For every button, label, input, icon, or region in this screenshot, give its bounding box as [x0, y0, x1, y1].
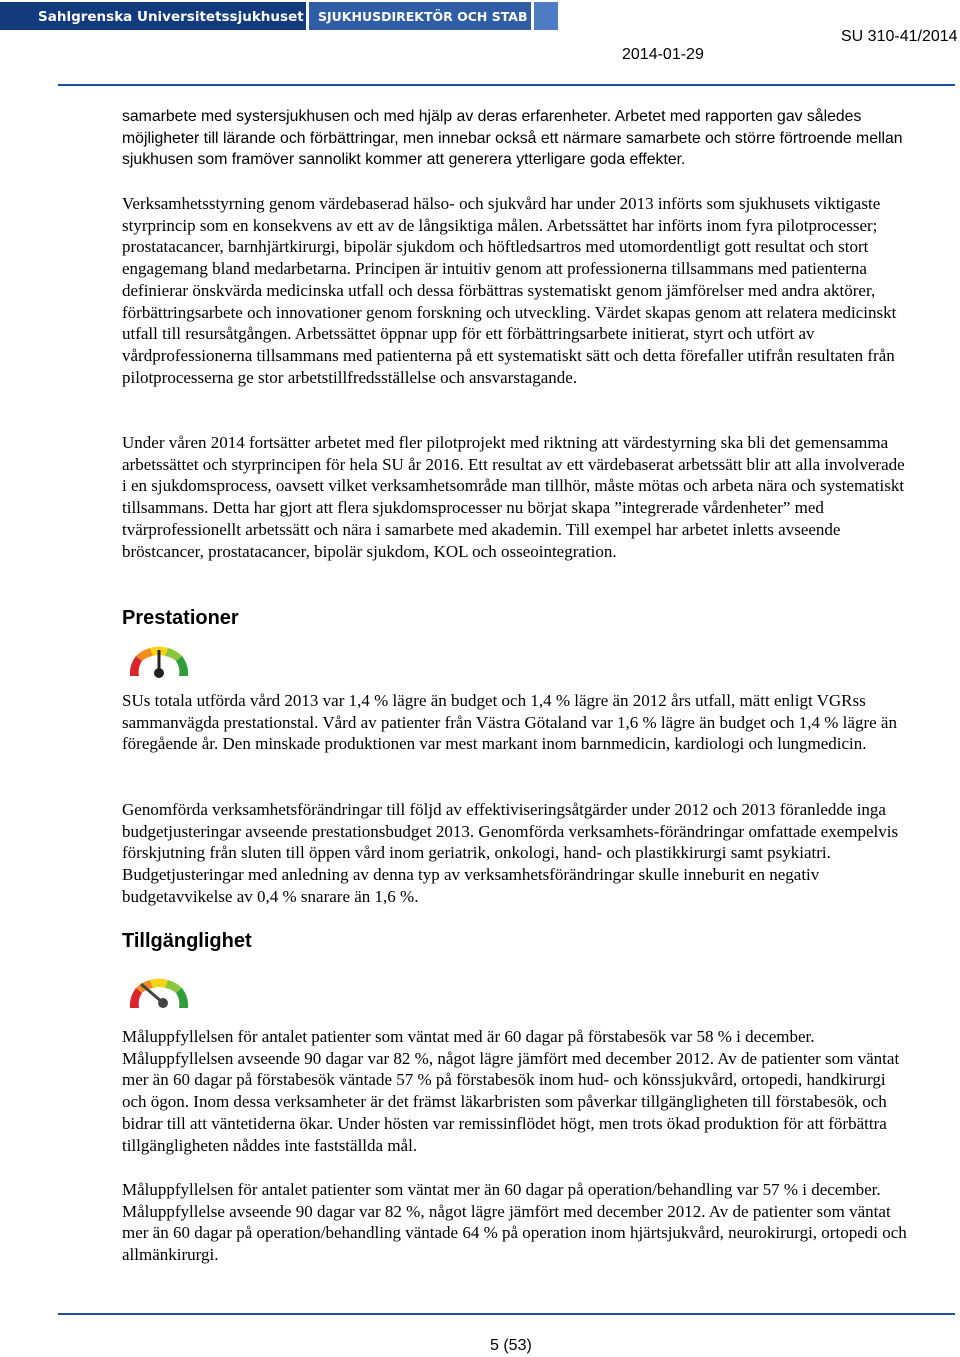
- dept-name: SJUKHUSDIREKTÖR OCH STAB: [318, 9, 528, 24]
- paragraph-tillganglighet-2: Måluppfyllelsen för antalet patienter som väntat mer än 60 dagar på operation/behandling var 57 % i december. Måluppfyllelse avseende 90 dagar var 82 %, något lägre jämfört med december 2012. Av de patienter som väntat mer än 60 dagar på operation/behandling väntade 64 % på operation inom hjärtsjukvård, neurokirurgi, ortopedi och allmänkirurgi.: [122, 1180, 907, 1265]
- org-name: Sahlgrenska Universitetssjukhuset: [38, 9, 304, 25]
- paragraph-intro: samarbete med systersjukhusen och med hjälp av deras erfarenheter. Arbetet med rapporten gav således möjligheter till lärande och förbättringar, men innebar också ett närmare samarbete och större förtroende mellan sjukhusen som framöver sannolikt kommer att generera ytterligare goda effekter.: [122, 108, 903, 169]
- document-date: 2014-01-29: [622, 46, 704, 63]
- page-number: 5 (53): [490, 1337, 532, 1354]
- document-number: SU 310-41/2014: [841, 28, 958, 45]
- gauge-needle-center-icon: [124, 630, 194, 680]
- banner-accent: [534, 2, 558, 30]
- header-divider: [58, 84, 955, 86]
- paragraph-prestationer-1: SUs totala utförda vård 2013 var 1,4 % lägre än budget och 1,4 % lägre än 2012 års utfall, mätt enligt VGRss sammanvägda prestationstal. Vård av patienter från Västra Götaland var 1,6 % lägre än budget och 1,4 % lägre än föregående år. Den minskade produktionen var mest markant inom barnmedicin, kardiologi och lungmedicin.: [122, 691, 897, 754]
- header-banner: [0, 0, 558, 30]
- gauge-needle-left-icon: [124, 962, 194, 1012]
- dept-banner: [309, 2, 531, 30]
- heading-tillganglighet: Tillgänglighet: [122, 930, 252, 952]
- paragraph-value-based-care: Verksamhetsstyrning genom värdebaserad hälso- och sjukvård har under 2013 införts som sjukhusets viktigaste styrprincip som en konsekvens av ett av de långsiktiga målen. Arbetssättet har införts inom fyra pilotprocesser; prostatacancer, barnhjärtkirurgi, bipolär sjukdom och höftledsartros med utomordentligt gott resultat och stort engagemang bland medarbetarna. Principen är intuitiv genom att professionerna tillsammans med patienterna definierar önskvärda medicinska utfall och dessa förbättras systematiskt genom jämförelser med andra aktörer, förbättringsarbete och innovationer genom forskning och utveckling. Värdet skapas genom att relatera medicinskt utfall till resursåtgången. Arbetssättet öppnar upp för ett förbättringsarbete initierat, styrt och utfört av vårdprofessionerna tillsammans med patienterna på ett systematiskt sätt och detta förefaller utifrån resultaten från pilotprocesserna ge stor arbetstillfredsställelse och ansvarstagande.: [122, 194, 897, 387]
- org-banner: [0, 2, 306, 30]
- paragraph-pilot-projects: Under våren 2014 fortsätter arbetet med fler pilotprojekt med riktning att värdestyrning ska bli det gemensamma arbetssättet och styrprincipen för hela SU år 2016. Ett resultat av ett värdebaserat arbetssätt blir att alla involverade i en sjukdomsprocess, oavsett vilket verksamhetsområde man tillhör, måste mötas och arbeta nära och systematiskt tillsammans. Detta har gjort att flera sjukdomsprocesser nu börjat skapa ”integrerade vårdenheter” med tvärprofessionellt arbetssätt och nära i samarbete med akademin. Till exempel har arbetet inletts avseende bröstcancer, prostatacancer, bipolär sjukdom, KOL och osseointegration.: [122, 433, 905, 561]
- heading-prestationer: Prestationer: [122, 607, 239, 629]
- paragraph-tillganglighet-1: Måluppfyllelsen för antalet patienter som väntat med är 60 dagar på förstabesök var 58 % i december. Måluppfyllelsen avseende 90 dagar var 82 %, något lägre jämfört med december 2012. Av de patienter som väntat mer än 60 dagar på förstabesök väntade 57 % på förstabesök inom hud- och könssjukvård, ortopedi, handkirurgi och ögon. Inom dessa verksamheter är det främst läkarbristen som påverkar tillgängligheten till förstabesök, och bidrar till att väntetiderna ökar. Under hösten var remissinflödet högt, men trots ökad produktion för att förbättra tillgängligheten nåddes inte fastställda mål.: [122, 1027, 900, 1155]
- footer-divider: [58, 1313, 955, 1315]
- paragraph-prestationer-2: Genomförda verksamhetsförändringar till följd av effektiviseringsåtgärder under 2012 och 2013 föranledde inga budgetjusteringar avseende prestationsbudget 2013. Genomförda verksamhets-förändringar omfattade exempelvis förskjutning från sluten till öppen vård inom geriatrik, onkologi, hand- och plastikkirurgi samt psykiatri. Budgetjusteringar med anledning av denna typ av verksamhetsförändringar skulle inneburit en negativ budgetavvikelse av 0,4 % snarare än 1,6 %.: [122, 800, 899, 906]
